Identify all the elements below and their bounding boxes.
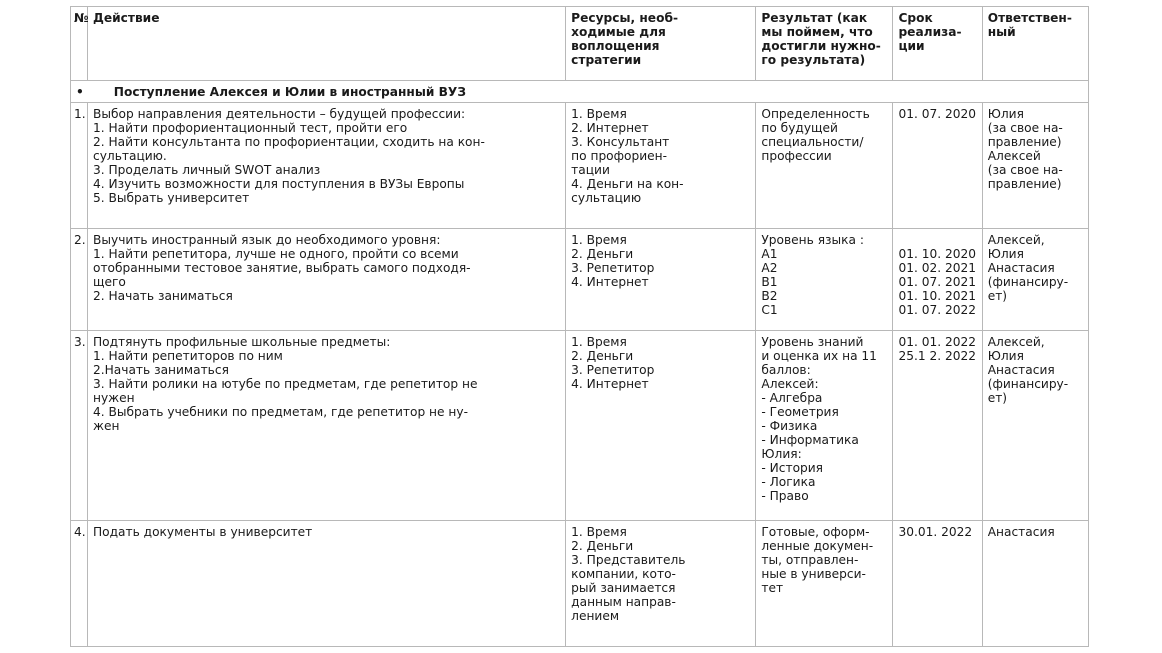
text-line: ции [898, 39, 925, 53]
text-line: Ответствен- [987, 11, 1072, 25]
header-deadline [893, 7, 982, 81]
text-line: - Физика [761, 419, 818, 433]
text-line: 1. Время [571, 107, 627, 121]
text-line: нужен [93, 391, 135, 405]
result-cell [756, 331, 893, 521]
resources-cell [566, 331, 756, 521]
responsible-cell [982, 521, 1088, 647]
text-line: A1 [761, 247, 778, 261]
text-line: реализа- [898, 25, 962, 39]
text-line: Подтянуть профильные школьные предметы: [93, 335, 391, 349]
text-line: Подать документы в университет [93, 525, 313, 539]
text-line: правление) [987, 177, 1062, 191]
text-line: Юлия [987, 349, 1024, 363]
table-row [71, 229, 1089, 331]
text-line: Определенность [761, 107, 870, 121]
text-line: 4. Выбрать учебники по предметам, где репетитор не ну- [93, 405, 468, 419]
resources-cell [566, 229, 756, 331]
text-line: достигли нужно- [761, 39, 881, 53]
text-line: 2. Деньги [571, 539, 634, 553]
text-line: B2 [761, 289, 778, 303]
text-line: - Алгебра [761, 391, 823, 405]
text-line: 5. Выбрать университет [93, 191, 250, 205]
bullet-icon: • [76, 85, 84, 99]
text-line: (финансиру- [987, 377, 1069, 391]
text-line: 2. Найти консультанта по профориентации, сходить на кон- [93, 135, 485, 149]
text-line: Юлия [987, 107, 1024, 121]
header-action: Действие [88, 7, 566, 81]
text-line: 3. Найти ролики на ютубе по предметам, где репетитор не [93, 377, 478, 391]
text-line: правление) [987, 135, 1062, 149]
deadline-cell [893, 103, 982, 229]
text-line: 1. Найти репетиторов по ним [93, 349, 283, 363]
text-line: 2. Начать заниматься [93, 289, 233, 303]
responsible-cell [982, 229, 1088, 331]
text-line: мы поймем, что [761, 25, 873, 39]
text-line: 01. 07. 2021 [898, 275, 976, 289]
action-cell [88, 331, 566, 521]
text-line: Юлия: [761, 447, 802, 461]
resources-cell [566, 103, 756, 229]
text-line: (за свое на- [987, 121, 1063, 135]
text-line: 4. Интернет [571, 275, 649, 289]
text-line: 1. Найти репетитора, лучше не одного, пройти со всеми [93, 247, 459, 261]
header-num: № [71, 7, 88, 81]
line-spacer [898, 233, 976, 247]
text-line: воплощения [571, 39, 660, 53]
text-line: Юлия [987, 247, 1024, 261]
table-row [71, 103, 1089, 229]
text-line: 01. 10. 2021 [898, 289, 976, 303]
table-row [71, 521, 1089, 647]
text-line: Алексей, [987, 335, 1045, 349]
action-cell [88, 229, 566, 331]
text-line: - Логика [761, 475, 816, 489]
text-line: Анастасия [987, 363, 1055, 377]
text-line: ные в универси- [761, 567, 866, 581]
text-line: (финансиру- [987, 275, 1069, 289]
text-line: C1 [761, 303, 778, 317]
text-line: 3. Представитель [571, 553, 686, 567]
text-line: 2. Деньги [571, 349, 634, 363]
action-cell [88, 103, 566, 229]
text-line: 1. Найти профориентационный тест, пройти его [93, 121, 408, 135]
text-line: 01. 07. 2020 [898, 107, 976, 121]
text-line: ленные докумен- [761, 539, 874, 553]
section-row [71, 81, 1089, 103]
text-line: Уровень знаний [761, 335, 864, 349]
text-line: тет [761, 581, 784, 595]
text-line: 1. Время [571, 233, 627, 247]
text-line: специальности/ [761, 135, 864, 149]
text-line: по профориен- [571, 149, 668, 163]
text-line: - Информатика [761, 433, 859, 447]
row-num: 1. [71, 103, 88, 229]
text-line: компании, кото- [571, 567, 676, 581]
resources-cell [566, 521, 756, 647]
header-resources [566, 7, 756, 81]
text-line: сультацию. [93, 149, 167, 163]
text-line: ты, отправлен- [761, 553, 859, 567]
header-result [756, 7, 893, 81]
text-line: отобранными тестовое занятие, выбрать самого подходя- [93, 261, 471, 275]
responsible-cell [982, 331, 1088, 521]
text-line: стратегии [571, 53, 642, 67]
text-line: A2 [761, 261, 778, 275]
text-line: Выбор направления деятельности – будущей профессии: [93, 107, 466, 121]
text-line: 4. Изучить возможности для поступления в ВУЗы Европы [93, 177, 465, 191]
text-line: 01. 10. 2020 [898, 247, 976, 261]
deadline-cell [893, 331, 982, 521]
text-line: - Право [761, 489, 809, 503]
text-line: 2.Начать заниматься [93, 363, 229, 377]
row-num: 2. [71, 229, 88, 331]
table-row [71, 331, 1089, 521]
text-line: 2. Интернет [571, 121, 649, 135]
text-line: 1. Время [571, 525, 627, 539]
text-line: щего [93, 275, 126, 289]
text-line: Выучить иностранный язык до необходимого уровня: [93, 233, 441, 247]
result-cell [756, 103, 893, 229]
text-line: - Геометрия [761, 405, 839, 419]
text-line: 1. Время [571, 335, 627, 349]
text-line: профессии [761, 149, 832, 163]
text-line: и оценка их на 11 [761, 349, 877, 363]
text-line: лением [571, 609, 620, 623]
text-line: Алексей [987, 149, 1041, 163]
text-line: данным направ- [571, 595, 676, 609]
text-line: 30.01. 2022 [898, 525, 973, 539]
text-line: Анастасия [987, 261, 1055, 275]
row-num: 3. [71, 331, 88, 521]
text-line: 3. Консультант [571, 135, 670, 149]
text-line: Алексей: [761, 377, 819, 391]
text-line: - История [761, 461, 824, 475]
text-line: 25.1 2. 2022 [898, 349, 976, 363]
text-line: тации [571, 163, 610, 177]
text-line: Срок [898, 11, 933, 25]
text-line: го результата) [761, 53, 866, 67]
deadline-cell [893, 521, 982, 647]
text-line: сультацию [571, 191, 642, 205]
text-line: 3. Репетитор [571, 363, 655, 377]
text-line: 4. Интернет [571, 377, 649, 391]
text-line: жен [93, 419, 120, 433]
text-line: Готовые, оформ- [761, 525, 870, 539]
action-cell [88, 521, 566, 647]
text-line: Результат (как [761, 11, 868, 25]
deadline-cell [893, 229, 982, 331]
text-line: 3. Репетитор [571, 261, 655, 275]
text-line: ходимые для [571, 25, 666, 39]
section-title: Поступление Алексея и Юлии в иностранный ВУЗ [113, 85, 466, 99]
result-cell [756, 229, 893, 331]
section-cell [71, 81, 1089, 103]
responsible-cell [982, 103, 1088, 229]
text-line: ет) [987, 289, 1008, 303]
text-line: Анастасия [987, 525, 1055, 539]
text-line: баллов: [761, 363, 811, 377]
header-responsible [982, 7, 1088, 81]
result-cell [756, 521, 893, 647]
text-line: по будущей [761, 121, 838, 135]
text-line: ет) [987, 391, 1008, 405]
text-line: 2. Деньги [571, 247, 634, 261]
text-line: Уровень языка : [761, 233, 864, 247]
text-line: (за свое на- [987, 163, 1063, 177]
text-line: 3. Проделать личный SWOT анализ [93, 163, 321, 177]
text-line: 01. 07. 2022 [898, 303, 976, 317]
text-line: рый занимается [571, 581, 676, 595]
text-line: 4. Деньги на кон- [571, 177, 684, 191]
text-line: ный [987, 25, 1016, 39]
strategy-plan-table [70, 6, 1089, 647]
text-line: 01. 01. 2022 [898, 335, 976, 349]
text-line: 01. 02. 2021 [898, 261, 976, 275]
text-line: B1 [761, 275, 778, 289]
header-row [71, 7, 1089, 81]
row-num: 4. [71, 521, 88, 647]
text-line: Ресурсы, необ- [571, 11, 679, 25]
text-line: Алексей, [987, 233, 1045, 247]
